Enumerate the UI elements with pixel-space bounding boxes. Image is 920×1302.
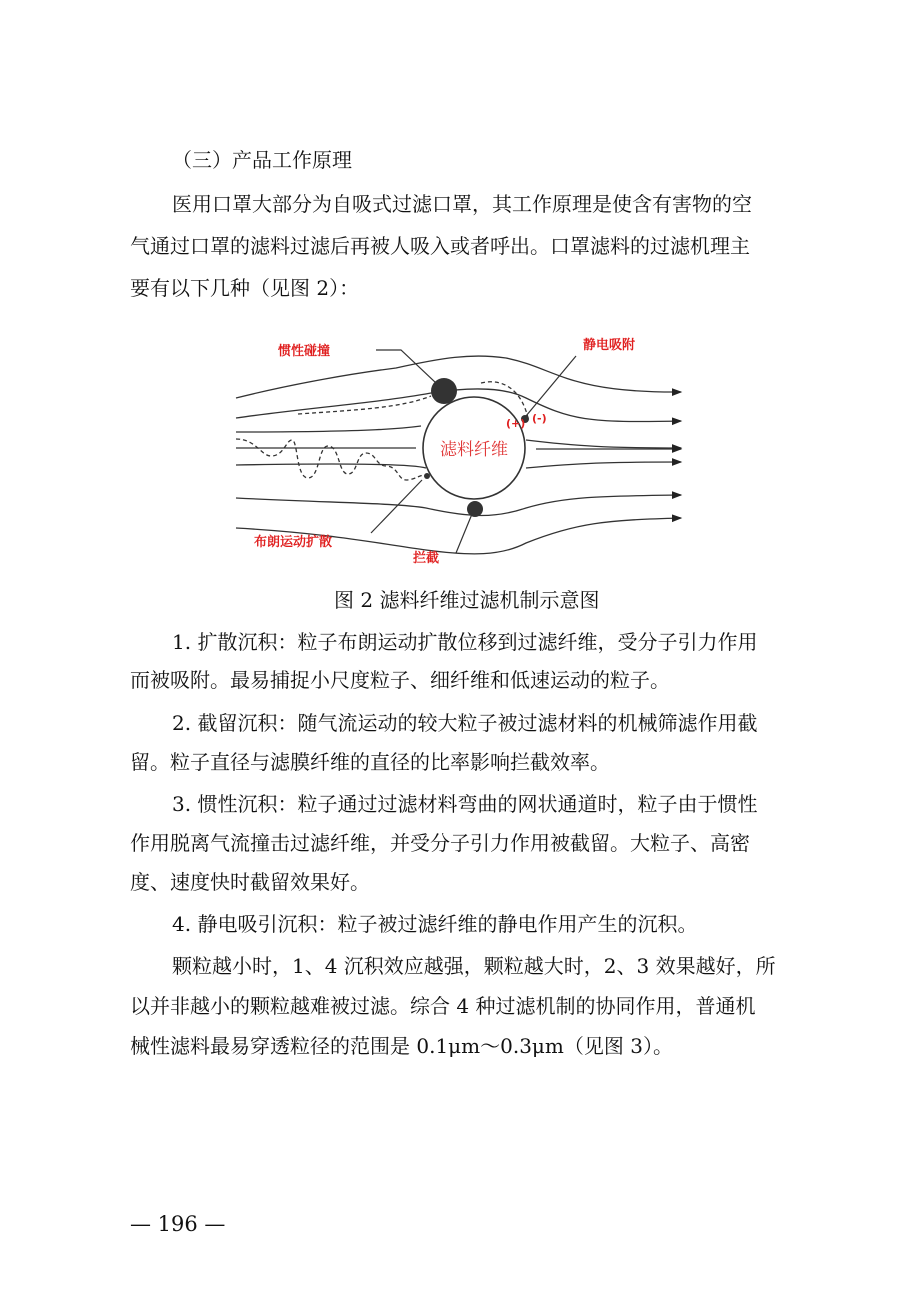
item-1-line-2: 而被吸附。最易捕捉小尺度粒子、细纤维和低速运动的粒子。 xyxy=(130,668,670,692)
item-3-line-1: 3. 惯性沉积：粒子通过过滤材料弯曲的网状通道时，粒子由于惯性 xyxy=(172,792,758,816)
brownian-path xyxy=(236,439,426,480)
conclusion-line-2: 以并非越小的颗粒越难被过滤。综合 4 种过滤机制的协同作用，普通机 xyxy=(130,994,756,1018)
label-inertial: 惯性碰撞 xyxy=(278,344,331,359)
leader-interception xyxy=(456,514,472,553)
intro-line-2: 气通过口罩的滤料过滤后再被人吸入或者呼出。口罩滤料的过滤机理主 xyxy=(130,234,750,258)
item-1-line-1: 1. 扩散沉积：粒子布朗运动扩散位移到过滤纤维，受分子引力作用 xyxy=(172,630,758,654)
section-heading: （三）产品工作原理 xyxy=(172,148,352,172)
label-brownian: 布朗运动扩散 xyxy=(254,535,333,550)
label-electrostatic: 静电吸附 xyxy=(583,338,636,353)
streamline-1 xyxy=(236,356,681,398)
brownian-particle xyxy=(424,473,430,479)
inertial-path xyxy=(298,396,431,414)
item-3-line-2: 作用脱离气流撞击过滤纤维，并受分子引力作用被截留。大粒子、高密 xyxy=(130,831,750,855)
conclusion-line-1: 颗粒越小时，1、4 沉积效应越强，颗粒越大时，2、3 效果越好，所 xyxy=(172,954,776,978)
intro-line-1: 医用口罩大部分为自吸式过滤口罩，其工作原理是使含有害物的空 xyxy=(172,192,752,216)
item-2-line-1: 2. 截留沉积：随气流运动的较大粒子被过滤材料的机械筛滤作用截 xyxy=(172,711,758,735)
streamline-5 xyxy=(236,495,681,516)
leader-electrostatic xyxy=(526,356,576,416)
fiber-label: 滤料纤维 xyxy=(440,440,508,460)
conclusion-line-3: 械性滤料最易穿透粒径的范围是 0.1μm～0.3μm（见图 3）。 xyxy=(130,1034,673,1058)
item-3-line-3: 度、速度快时截留效果好。 xyxy=(130,870,370,894)
figure-caption: 图 2 滤料纤维过滤机制示意图 xyxy=(334,588,600,612)
leader-inertial xyxy=(376,350,436,383)
intro-line-3: 要有以下几种（见图 2）： xyxy=(130,276,360,300)
label-minus: (-) xyxy=(532,412,547,425)
page-number: — 196 — xyxy=(130,1212,226,1236)
label-interception: 拦截 xyxy=(413,551,440,566)
label-plus: (+) xyxy=(506,417,526,430)
interception-particle xyxy=(467,501,483,517)
filtration-mechanism-figure xyxy=(226,328,686,573)
item-4-line-1: 4. 静电吸引沉积：粒子被过滤纤维的静电作用产生的沉积。 xyxy=(172,912,698,936)
item-2-line-2: 留。粒子直径与滤膜纤维的直径的比率影响拦截效率。 xyxy=(130,750,610,774)
